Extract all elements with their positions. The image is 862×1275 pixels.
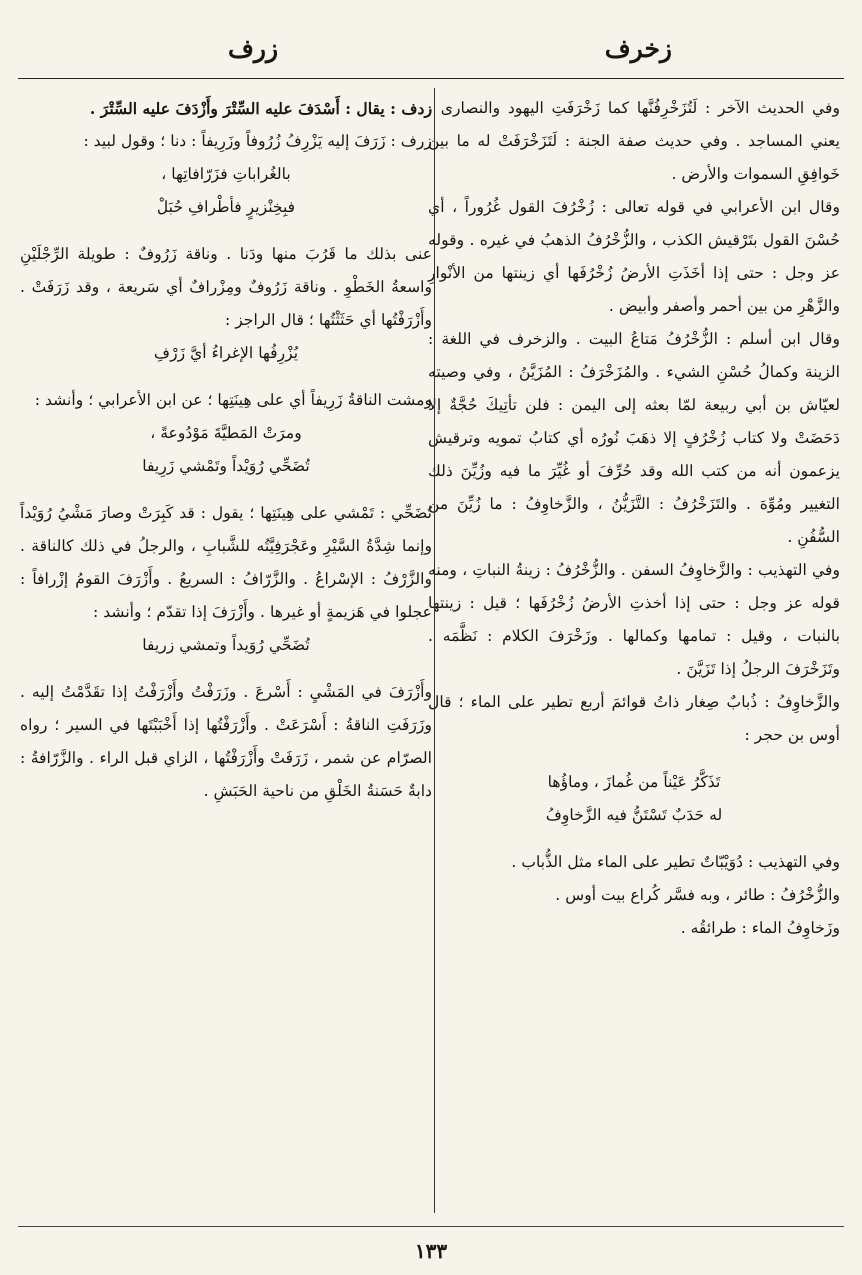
paragraph: وفي التهذيب : دُوَيْبّاتٌ تطير على الماء مثل الذُّباب . [511,853,840,871]
verse-line: تُضَحِّي رُوَيْداً وتَمْشي زَرِيفا [142,457,310,475]
paragraph: وزَخاوِفُ الماء : طرائقُه . [680,919,840,937]
verse-line: ومرَتْ المَطيَّةَ مَوْدُوعةً ، [150,424,302,442]
verse-line: تَذَكَّرُ عَيْناً من غُمازَ ، وماؤُها [547,773,721,791]
right-column [428,92,840,1217]
page-number: ١٣٣ [414,1239,448,1263]
verse-line: يُزْرِفُها الإغراءُ أيَّ زَرْفِ [153,344,299,362]
left-column [20,92,432,1217]
paragraph: وأَزْرَفَ في المَشْيِ : أَسْرعَ . وزَرَفْتُ وأَزْرَفْتُ إذا تقَدَّمْتُ إليه . وزَرَفَتِ الناقةُ : أَسْرَعَتْ . وأَزْرَفْتُها إذا أَخْبَبْتَها في السير ؛ رواه الصرّام عن شمر ، زَرَفَتْ وأَزْرَفْتُها ، الزاي قبل الراء . والزَّرّافةُ : دابةٌ حَسَنةُ الخَلْقِ من ناحية الحَبَشِ . [20,683,432,800]
right-headword: زخرف [604,34,672,63]
paragraph: عنى بذلك ما قَرُبَ منها ودَنا . وناقة زَرُوفٌ : طويلة الرِّجْلَيْنِ واسعةُ الخَطْوِ . وناقة زَرُوفٌ ومِزْرافٌ أي سَريعة ، وقد زَرَفَتْ . وأَزْرَفْتُها أي حَثَثْتُها ؛ قال الراجز : [20,245,432,329]
entry-zaraf: زرف : زَرَفَ إليه يَزْرِفُ زُرُوفاً وزَرِيفاً : دنا ؛ وقول لبيد : [83,132,432,150]
paragraph: وقال ابن أسلم : الزُّخْرُفُ مَتاعُ البيت . والزخرف في اللغة : الزينة وكمالُ حُسْنِ الشيء . والمُزَخْرَفُ : المُزَيَّنُ ، وفي وصيته لعيّاش بن أبي ربيعة لمّا بعثه إلى اليمن : فلن تأتِيكَ حُجَّةٌ إلا دَحَضَتْ ولا كتاب زُخْرُفٍ إلا ذهَبَ نُورُه أي كتابُ تمويه وترقيش يزعمون أنه من كتب الله وقد حُرِّفَ أو غُيِّرَ ما فيه وزُيِّنَ ذلك التغيير ومُوِّهَ . والتَزَخْرُفُ : التَّزَيُّنُ ، والزَّخاوِفُ : ما زُيِّنَ من السُّفُنِ . [428,330,840,546]
paragraph: وفي الحديث الآخر : لَتُزَخْرِفُنَّها كما زَخْرَفَتِ اليهود والنصارى ، يعني المساجد . وفي حديث صفة الجنة : لَتَزَخْرَفَتْ له ما بين خَوافِقِ السموات والأرض . [428,99,840,183]
entry-zadaf: زدف : يقال : أَسْدَفَ عليه السِّتْرَ وأَزْدَفَ عليه السِّتْرَ . [89,99,432,118]
paragraph: والزَّخاوِفُ : ذُبابٌ صِغار ذاتُ قوائمَ أربع تطير على الماء ؛ قال أوس بن حجر : [428,693,840,744]
verse-line: له حَدَبٌ تَسْتَنُّ فيه الزَّخاوِفُ [545,806,723,824]
paragraph: والزُّخْرُفُ : طائر ، وبه فسَّر كُراع بيت أوس . [555,886,840,904]
column-divider [434,88,435,1213]
paragraph: وقال ابن الأعرابي في قوله تعالى : زُخْرُفَ القول غُرُوراً ، أي حُسْنَ القول بتَرْقيش الكذب ، والزُّخْرُفُ الذهبُ في غيره . وقوله عز وجل : حتى إذا أخَذَتِ الأرضُ زُخْرُفَها أي زينتها من الأنْوارِ والزَّهْرِ من بين أحمر وأصفر وأبيض . [428,198,840,315]
paragraph: تُضَحِّي : تَمْشي على هِينَتِها ؛ يقول : قد كَبِرَتْ وصارَ مَشْيُ رُوَيْداً وإنما شِدَّةُ السَّيْرِ وعَجْرَفِيَّتُه للشَّبابِ ، والرجلُ في ذلك كالناقة . والزَّرْفُ : الإسْراعُ . والزَّرّافُ : السريعُ . وأَزْرَفَ القومُ إزْرافاً : عجلوا في هَزيمةٍ أو غيرها . وأَزْرَفَ إذا تقدّم ؛ وأنشد : [20,504,432,621]
verse-line: بالغُراباتِ فزَرّافاتِها ، [161,165,291,183]
running-headers [0,34,862,74]
paragraph: ومشت الناقةُ زَرِيفاً أي على هِينَتِها ؛ عن ابن الأعرابي ؛ وأنشد : [34,391,432,409]
header-rule [18,78,844,79]
footer-rule [18,1226,844,1227]
paragraph: وفي التهذيب : والزَّخاوِفُ السفن . والزُّخْرُفُ : زينةُ النباتِ ، ومنه قوله عز وجل : حتى إذا أخذتِ الأرضُ زُخْرُفَها ؛ قيل : زينتها بالنبات ، وقيل : تمامها وكمالها . وزَخْرَفَ الكلام : نَظَّمَه . وتَزَخْرَفَ الرجلُ إذا تَزَيَّنَ . [428,561,840,678]
verse-line: فبِخِنْزيرٍ فأطْرافِ حُبَلْ [156,198,296,216]
left-headword: زرف [228,34,279,63]
verse-line: تُضَحِّي رُوَيداً وتمشي زريفا [142,636,310,654]
